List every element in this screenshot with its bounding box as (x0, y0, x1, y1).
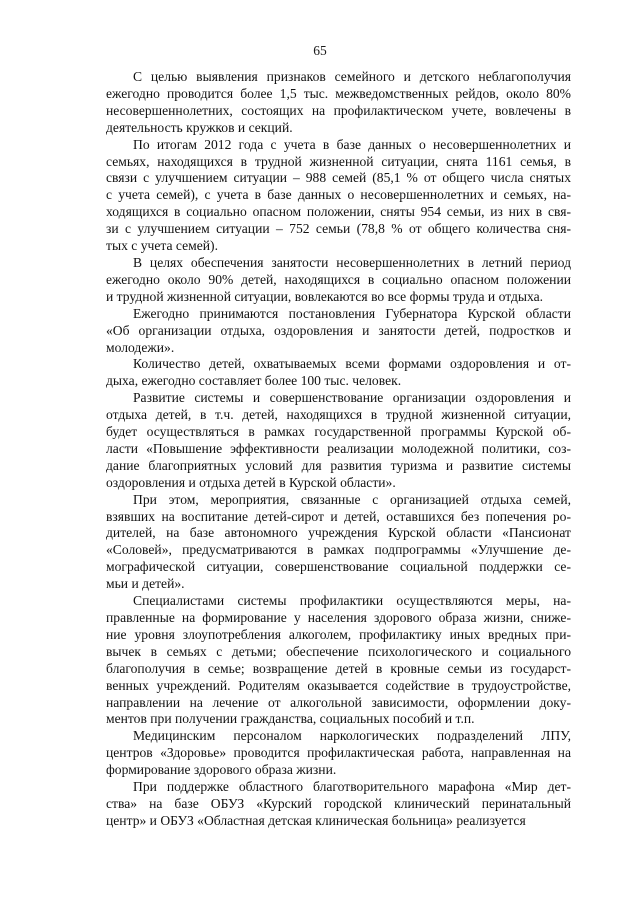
text-line: взявших на воспитание детей-сирот и детей, оставшихся без попечения ро- (106, 508, 571, 524)
text-line: деятельность кружков и секций. (106, 119, 293, 135)
text-line: правленные на формирование у населения здорового образа жизни, сниже- (106, 610, 571, 625)
paragraph (106, 356, 571, 390)
text-line: Медицинским персоналом наркологических подразделений ЛПУ, (133, 728, 571, 744)
text-line: тых с учета семей). (106, 238, 218, 254)
text-line: отдыха детей, в т.ч. детей, находящихся в трудной жизненной ситуации, (106, 407, 571, 423)
text-line: Ежегодно принимаются постановления Губернатора Курской области (133, 305, 571, 321)
paragraph (106, 390, 571, 491)
document-body (106, 69, 571, 830)
text-line: ежегодно проводится более 1,5 тыс. межведомственных рейдов, около 80% (106, 85, 571, 101)
text-line: По итогам 2012 года с учета в базе данных о несовершеннолетних и (133, 136, 571, 152)
text-line: мографической ситуации, совершенствование социальной поддержки се- (106, 559, 571, 575)
paragraph (106, 593, 571, 728)
text-line: «Об организации отдыха, оздоровления и занятости детей, подростков и (106, 322, 571, 338)
text-line: ходящихся в социально опасном положении, сняты 954 семьи, из них в свя- (106, 204, 571, 220)
text-line: дание благоприятных условий для развития туризма и развитие системы (106, 457, 571, 473)
text-line: и трудной жизненной ситуации, вовлекаются во все формы труда и отдыха. (106, 288, 544, 304)
text-line: ментов при получении гражданства, социальных пособий и т.п. (106, 711, 475, 727)
text-line: с учета семей), с учета в базе данных о несовершеннолетних и семьях, на- (106, 187, 571, 203)
text-line: Количество детей, охватываемых всеми формами оздоровления и от- (133, 356, 571, 372)
text-line: «Соловей», предусматриваются в рамках подпрограммы «Улучшение де- (106, 542, 571, 558)
paragraph (106, 492, 571, 593)
paragraph (106, 69, 571, 137)
page-number: 65 (313, 43, 327, 58)
text-line: связи с улучшением ситуации – 988 семей (85,1 % от общего числа снятых (106, 170, 571, 186)
paragraph (106, 137, 571, 255)
text-line: семьях, находящихся в трудной жизненной ситуации, снята 1161 семья, в (106, 153, 571, 169)
text-line: В целях обеспечения занятости несовершеннолетних в летний период (133, 254, 571, 270)
text-line: Специалистами системы профилактики осуществляются меры, на- (133, 593, 571, 609)
text-line: ства» на базе ОБУЗ «Курский городской клинический перинатальный (106, 795, 571, 811)
text-line: несовершеннолетних, состоящих на профилактическом учете, вовлечены в (106, 102, 571, 118)
paragraph (106, 779, 571, 830)
text-line: центров «Здоровье» проводится профилактическая работа, направленная на (106, 745, 571, 761)
text-line: ежегодно около 90% детей, находящихся в социально опасном положении (106, 271, 571, 287)
text-line: С целью выявления признаков семейного и детского неблагополучия (133, 69, 571, 84)
text-line: дителей, на базе автономного учреждения Курской области «Пансионат (106, 525, 571, 541)
text-line: благополучия в семье; возвращение детей в кровные семьи из государст- (106, 660, 571, 676)
text-line: будет осуществляться в рамках государственной программы Курской об- (106, 424, 571, 440)
text-line: При этом, мероприятия, связанные с организацией отдыха семей, (133, 491, 571, 507)
paragraph (106, 306, 571, 357)
text-line: вычек в семьях с детьми; обеспечение психологического и социального (106, 643, 571, 659)
text-line: направлении на лечение от алкогольной зависимости, оформлении доку- (106, 694, 571, 710)
text-line: формирование здорового образа жизни. (106, 762, 337, 778)
text-line: Развитие системы и совершенствование организации оздоровления и (133, 390, 571, 406)
text-line: дыха, ежегодно составляет более 100 тыс. человек. (106, 373, 402, 389)
text-line: ние уровня злоупотребления алкоголем, профилактику иных вредных при- (106, 626, 571, 642)
text-line: молодежи». (106, 339, 175, 355)
text-line: оздоровления и отдыха детей в Курской области». (106, 474, 396, 490)
text-line: центр» и ОБУЗ «Областная детская клиническая больница» реализуется (106, 812, 526, 828)
text-line: зи с улучшением ситуации – 752 семьи (78,8 % от общего количества сня- (106, 221, 571, 237)
paragraph (106, 728, 571, 779)
text-line: ласти «Повышение эффективности реализации молодежной политики, соз- (106, 440, 571, 456)
text-line: венных учреждений. Родителям оказывается содействие в трудоустройстве, (106, 677, 571, 693)
text-line: мьи и детей». (106, 576, 185, 592)
paragraph (106, 255, 571, 306)
text-line: При поддержке областного благотворительного марафона «Мир дет- (133, 779, 571, 795)
